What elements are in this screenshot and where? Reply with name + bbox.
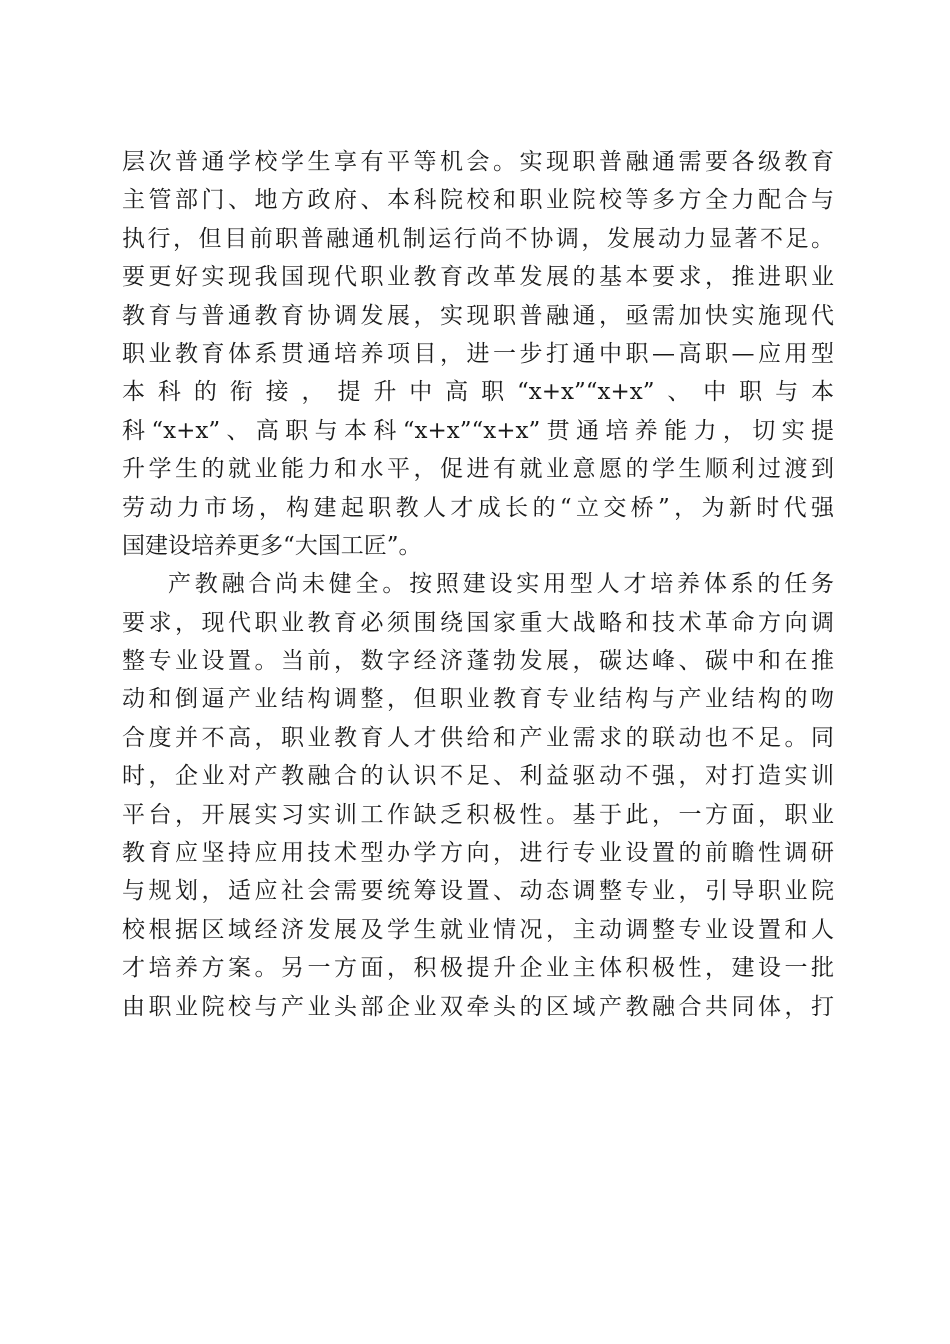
text-line: 合度并不高，职业教育人才供给和产业需求的联动也不足。同 <box>122 724 834 751</box>
text-line: 教育与普通教育协调发展，实现职普融通，亟需加快实施现代 <box>122 302 834 329</box>
text-line: 动和倒逼产业结构调整，但职业教育专业结构与产业结构的吻 <box>122 686 834 713</box>
text-line: 才培养方案。另一方面，积极提升企业主体积极性，建设一批 <box>122 955 834 982</box>
text-line: 升学生的就业能力和水平，促进有就业意愿的学生顺利过渡到 <box>122 456 834 483</box>
text-line: 产教融合尚未健全。按照建设实用型人才培养体系的任务 <box>168 571 834 598</box>
text-line: 由职业院校与产业头部企业双牵头的区域产教融合共同体，打 <box>122 993 834 1020</box>
text-line: 平台，开展实习实训工作缺乏积极性。基于此，一方面，职业 <box>122 801 834 828</box>
text-line: 执行，但目前职普融通机制运行尚不协调，发展动力显著不足。 <box>122 225 834 252</box>
text-line: 教育应坚持应用技术型办学方向，进行专业设置的前瞻性调研 <box>122 840 834 867</box>
text-line: 科“x+x”、高职与本科“x+x”“x+x”贯通培养能力，切实提 <box>122 417 834 444</box>
text-line: 时，企业对产教融合的认识不足、利益驱动不强，对打造实训 <box>122 763 834 790</box>
paragraph-1 <box>122 143 834 565</box>
text-line: 整专业设置。当前，数字经济蓬勃发展，碳达峰、碳中和在推 <box>122 648 834 675</box>
text-line: 主管部门、地方政府、本科院校和职业院校等多方全力配合与 <box>122 187 834 214</box>
text-line: 劳动力市场，构建起职教人才成长的“立交桥”，为新时代强 <box>122 494 834 521</box>
text-line: 本科的衔接，提升中高职“x+x”“x+x”、中职与本 <box>122 379 834 406</box>
body-text <box>122 143 834 1026</box>
paragraph-2 <box>122 565 834 1026</box>
text-line: 层次普通学校学生享有平等机会。实现职普融通需要各级教育 <box>122 149 834 175</box>
text-line: 与规划，适应社会需要统筹设置、动态调整专业，引导职业院 <box>122 878 834 905</box>
text-line: 职业教育体系贯通培养项目，进一步打通中职—高职—应用型 <box>122 340 834 367</box>
text-line: 国建设培养更多“大国工匠”。 <box>122 532 422 559</box>
text-line: 要求，现代职业教育必须围绕国家重大战略和技术革命方向调 <box>122 609 834 636</box>
text-line: 要更好实现我国现代职业教育改革发展的基本要求，推进职业 <box>122 264 834 291</box>
text-line: 校根据区域经济发展及学生就业情况，主动调整专业设置和人 <box>122 916 834 943</box>
